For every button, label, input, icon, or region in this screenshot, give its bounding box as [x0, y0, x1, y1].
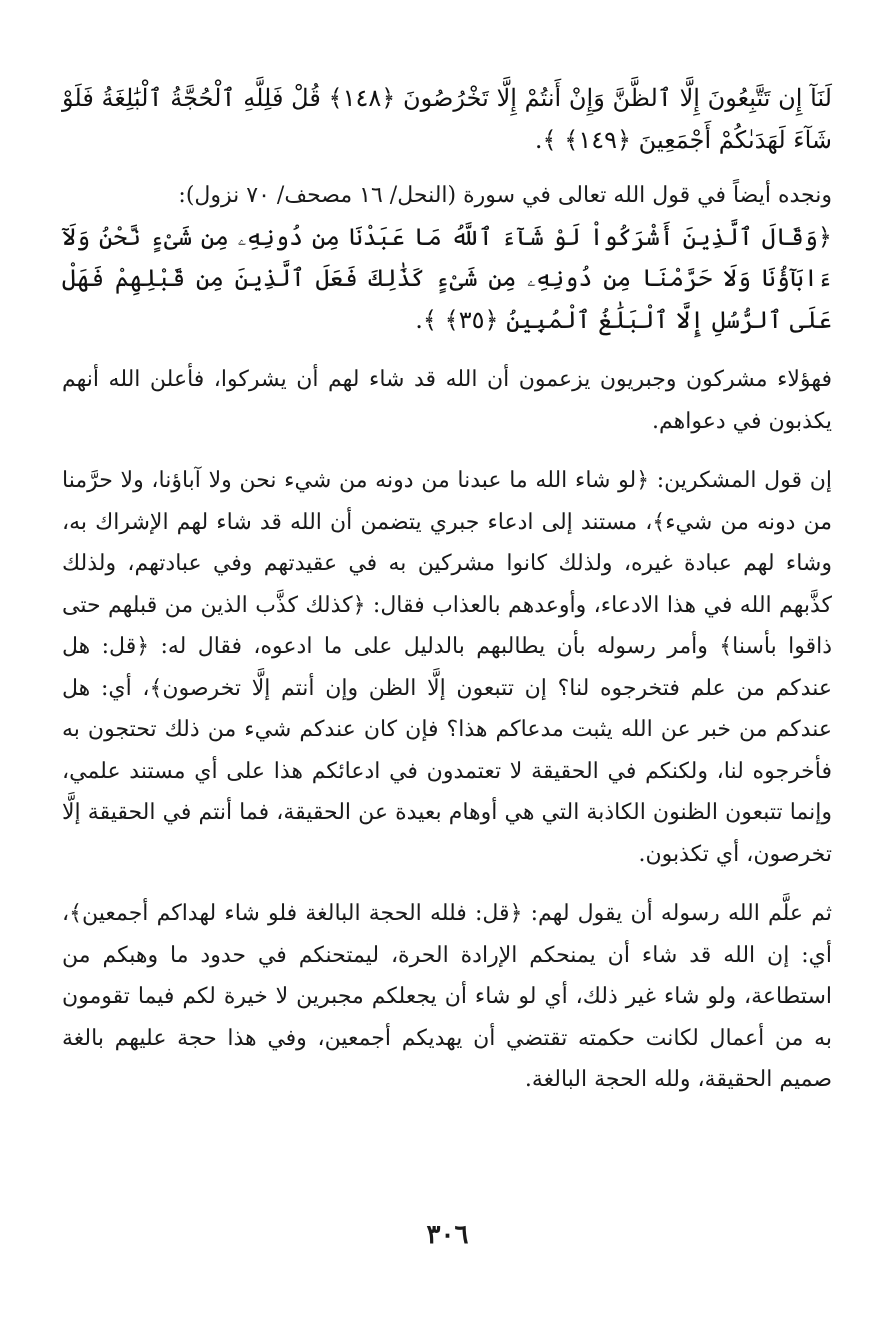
quran-verse-2: ﴿وَقَالَ ٱلَّذِينَ أَشْرَكُواْ لَوْ شَآءَ ٱللَّهُ مَا عَبَدْنَا مِن دُونِهِۦ مِن شَىْءٍ نَّحْنُ وَلَآ ءَابَآؤُنَا وَلَا حَرَّمْنَا مِن دُونِهِۦ مِن شَىْءٍ كَذَٰلِكَ فَعَلَ ٱلَّذِينَ مِن قَبْلِهِمْ فَهَلْ عَلَى ٱلرُّسُلِ إِلَّا ٱلْبَلَٰغُ ٱلْمُبِينُ ﴿٣٥﴾ ﴾. — [62, 222, 832, 334]
quran-verse-1: لَنَآ إِن تَتَّبِعُونَ إِلَّا ٱلظَّنَّ وَإِنْ أَنتُمْ إِلَّا تَخْرُصُونَ ﴿١٤٨﴾ قُلْ فَلِلَّهِ ٱلْحُجَّةُ ٱلْبَٰلِغَةُ فَلَوْ شَآءَ لَهَدَىٰكُمْ أَجْمَعِينَ ﴿١٤٩﴾ ﴾. — [62, 84, 832, 154]
paragraph-2: إن قول المشكرين: ﴿لو شاء الله ما عبدنا من دونه من شيء نحن ولا آباؤنا، ولا حرَّمنا من دونه من شيء﴾، مستند إلى ادعاء جبري يتضمن أن الله قد شاء لهم الإشراك به، وشاء لهم عبادة غيره، ولذلك كانوا مشركين به في عقيدتهم وفي عبادتهم، ولذلك كذَّبهم الله في هذا الادعاء، وأوعدهم بالعذاب فقال: ﴿كذلك كذَّب الذين من قبلهم حتى ذاقوا بأسنا﴾ وأمر رسوله بأن يطالبهم بالدليل على ما ادعوه، فقال له: ﴿قل: هل عندكم من علم فتخرجوه لنا؟ إن تتبعون إلَّا الظن وإن أنتم إلَّا تخرصون﴾، أي: هل عندكم من خبر عن الله يثبت مدعاكم هذا؟ فإن كان عندكم شيء من ذلك تحتجون به فأخرجوه لنا، ولكنكم في الحقيقة لا تعتمدون في ادعائكم هذا على أي مستند علمي، وإنما تتبعون الظنون الكاذبة التي هي أوهام بعيدة عن الحقيقة، فما أنتم في الحقيقة إلَّا تخرصون، أي تكذبون. — [62, 468, 832, 867]
page-number: ٣٠٦ — [426, 1220, 469, 1250]
intro-paragraph: ونجده أيضاً في قول الله تعالى في سورة (النحل/ ١٦ مصحف/ ٧٠ نزول): — [178, 183, 832, 208]
paragraph-1: فهؤلاء مشركون وجبريون يزعمون أن الله قد شاء لهم أن يشركوا، فأعلن الله أنهم يكذبون في دعواهم. — [62, 367, 832, 434]
page-body — [62, 78, 832, 1101]
paragraph-3: ثم علَّم الله رسوله أن يقول لهم: ﴿قل: فلله الحجة البالغة فلو شاء لهداكم أجمعين﴾، أي: إن الله قد شاء أن يمنحكم الإرادة الحرة، ليمتحنكم في حدود ما وهبكم من استطاعة، ولو شاء غير ذلك، أي لو شاء أن يجعلكم مجبرين لا خيرة لكم فيما تقومون به من أعمال لكانت حكمته تقتضي أن يهديكم أجمعين، وفي هذا حجة عليهم بالغة صميم الحقيقة، ولله الحجة البالغة. — [62, 901, 832, 1092]
